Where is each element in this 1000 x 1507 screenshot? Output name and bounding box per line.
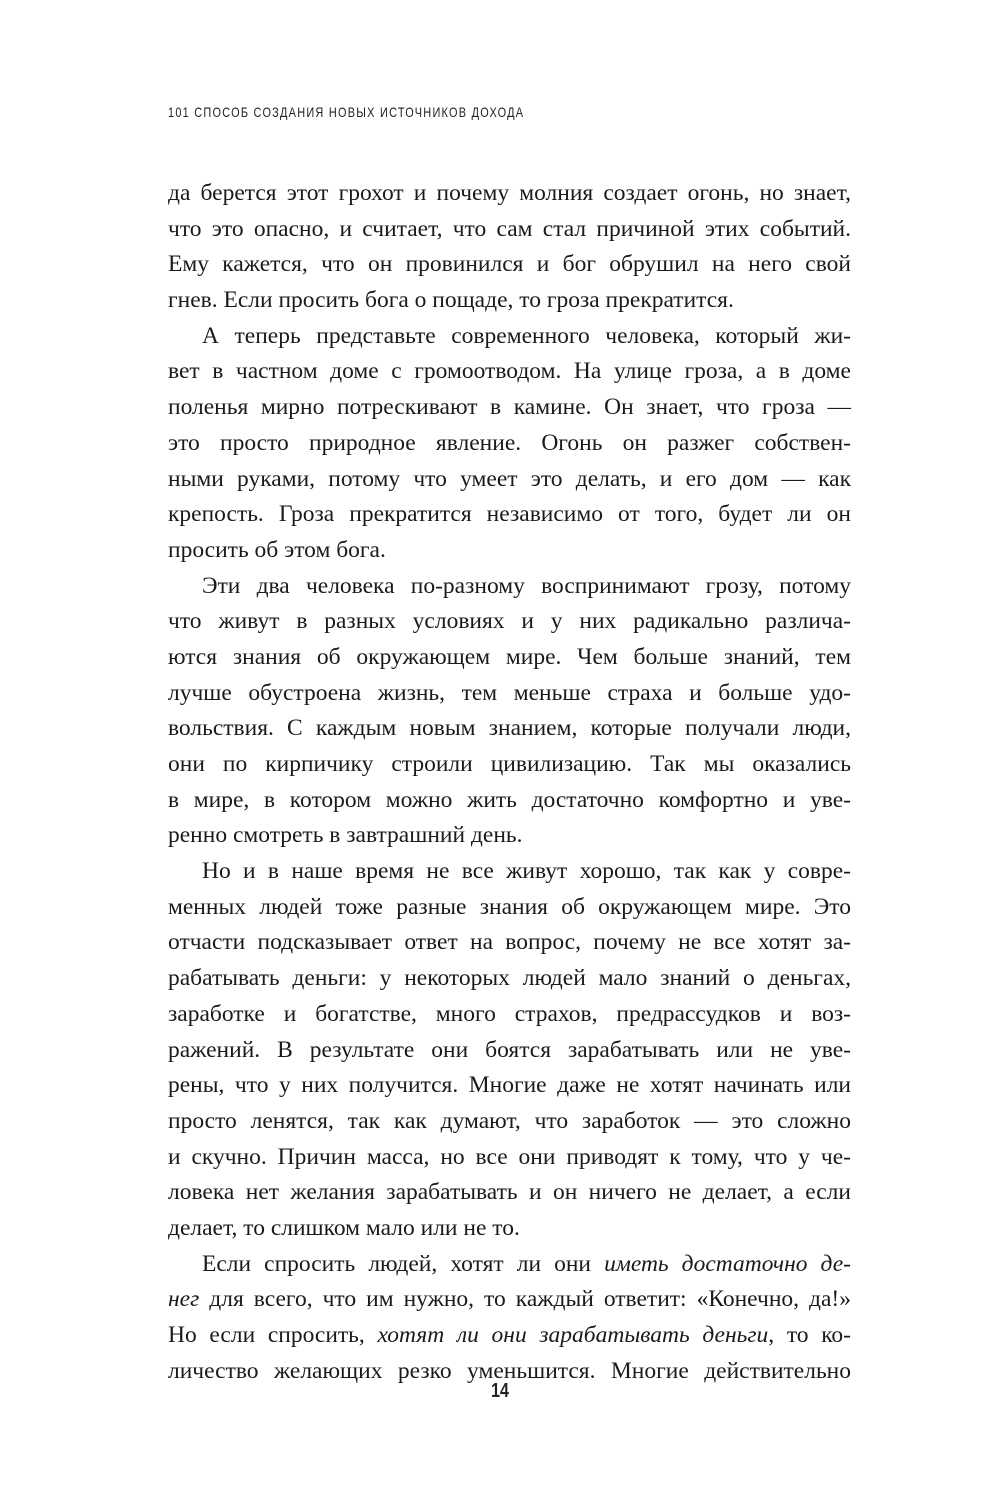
text-line	[168, 1318, 851, 1354]
text-line	[168, 925, 851, 961]
text-segment: ренно смотреть в завтрашний день.	[168, 822, 523, 849]
text-segment: делает, то слишком мало или не то.	[168, 1214, 520, 1241]
text-segment: Если спросить людей, хотят ли они	[202, 1250, 605, 1277]
text-line	[168, 1033, 851, 1069]
text-line	[168, 212, 851, 248]
text-line	[168, 997, 851, 1033]
text-segment: вет в частном доме с громоотводом. На улице гроза, а в доме	[168, 358, 851, 385]
text-line	[168, 533, 851, 569]
text-segment: Ему кажется, что он провинился и бог обрушил на него свой	[168, 251, 851, 278]
text-line	[168, 497, 851, 533]
text-line	[168, 462, 851, 498]
text-line	[168, 569, 851, 605]
text-segment: для всего, что им нужно, то каждый ответит: «Конечно, да!»	[199, 1286, 851, 1313]
text-segment: просить об этом бога.	[168, 536, 386, 563]
text-segment: ражений. В результате они боятся зарабатывать или не уве-	[168, 1036, 851, 1063]
text-segment: вольствия. С каждым новым знанием, которые получали люди,	[168, 715, 851, 742]
text-segment: ловека нет желания зарабатывать и он ничего не делает, а если	[168, 1179, 851, 1206]
text-segment: Но если спросить,	[168, 1322, 378, 1348]
text-segment: поленья мирно потрескивают в камине. Он знает, что гроза —	[168, 394, 851, 421]
text-line	[168, 961, 851, 997]
text-segment: менных людей тоже разные знания об окружающем мире. Это	[168, 893, 851, 920]
text-segment: заработке и богатстве, много страхов, предрассудков и воз-	[168, 1000, 851, 1027]
text-segment: они по кирпичику строили цивилизацию. Так мы оказались	[168, 751, 851, 777]
page-number: 14	[491, 1380, 509, 1402]
italic-text: хотят ли они зарабатывать деньги	[377, 1322, 769, 1348]
text-segment: рабатывать деньги: у некоторых людей мало знаний о деньгах,	[168, 965, 851, 992]
text-line	[168, 1068, 851, 1104]
text-segment: в мире, в котором можно жить достаточно комфортно и уве-	[168, 786, 851, 813]
italic-text: нег	[168, 1286, 200, 1313]
text-line	[168, 1247, 851, 1283]
text-segment: личество желающих резко уменьшится. Многие действительно	[168, 1357, 851, 1384]
text-segment: и скучно. Причин масса, но все они приводят к тому, что у че-	[168, 1143, 851, 1170]
text-segment: это просто природное явление. Огонь он разжег собствен-	[168, 429, 851, 456]
text-line	[168, 711, 851, 747]
text-segment: отчасти подсказывает ответ на вопрос, почему не все хотят за-	[168, 929, 851, 956]
text-line	[168, 247, 851, 283]
text-segment: Эти два человека по-разному воспринимают грозу, потому	[202, 572, 851, 599]
running-header: 101 СПОСОБ СОЗДАНИЯ НОВЫХ ИСТОЧНИКОВ ДОХОДА	[168, 104, 525, 120]
body-text	[168, 176, 851, 1389]
text-line	[168, 390, 851, 426]
text-segment: рены, что у них получится. Многие даже не хотят начинать или	[168, 1072, 851, 1099]
text-line	[168, 354, 851, 390]
text-segment: гнев. Если просить бога о пощаде, то гроза прекратится.	[168, 287, 734, 314]
text-segment: Но и в наше время не все живут хорошо, так как у совре-	[202, 858, 851, 885]
text-line	[168, 1104, 851, 1140]
text-line	[168, 1282, 851, 1318]
text-line	[168, 1211, 851, 1247]
text-line	[168, 1140, 851, 1176]
text-segment: да берется этот грохот и почему молния создает огонь, но знает,	[168, 180, 851, 206]
text-line	[168, 890, 851, 926]
text-segment: А теперь представьте современного человека, который жи-	[202, 322, 851, 349]
text-line	[168, 676, 851, 712]
text-segment: просто ленятся, так как думают, что заработок — это сложно	[168, 1107, 851, 1134]
text-segment: что живут в разных условиях и у них радикально различа-	[168, 608, 851, 635]
italic-text: иметь достаточно де-	[604, 1250, 851, 1277]
text-line	[168, 319, 851, 355]
text-line	[168, 1175, 851, 1211]
text-line	[168, 640, 851, 676]
text-line	[168, 818, 851, 854]
text-line	[168, 854, 851, 890]
text-segment: , то ко-	[768, 1322, 851, 1348]
text-line	[168, 747, 851, 783]
text-segment: крепость. Гроза прекратится независимо от того, будет ли он	[168, 501, 851, 528]
text-line	[168, 176, 851, 212]
text-line	[168, 604, 851, 640]
text-segment: что это опасно, и считает, что сам стал причиной этих событий.	[168, 215, 851, 242]
text-segment: ными руками, потому что умеет это делать, и его дом — как	[168, 465, 851, 492]
text-line	[168, 426, 851, 462]
text-line	[168, 283, 851, 319]
text-line	[168, 783, 851, 819]
text-segment: ются знания об окружающем мире. Чем больше знаний, тем	[168, 643, 851, 670]
text-segment: лучше обустроена жизнь, тем меньше страха и больше удо-	[168, 679, 851, 706]
